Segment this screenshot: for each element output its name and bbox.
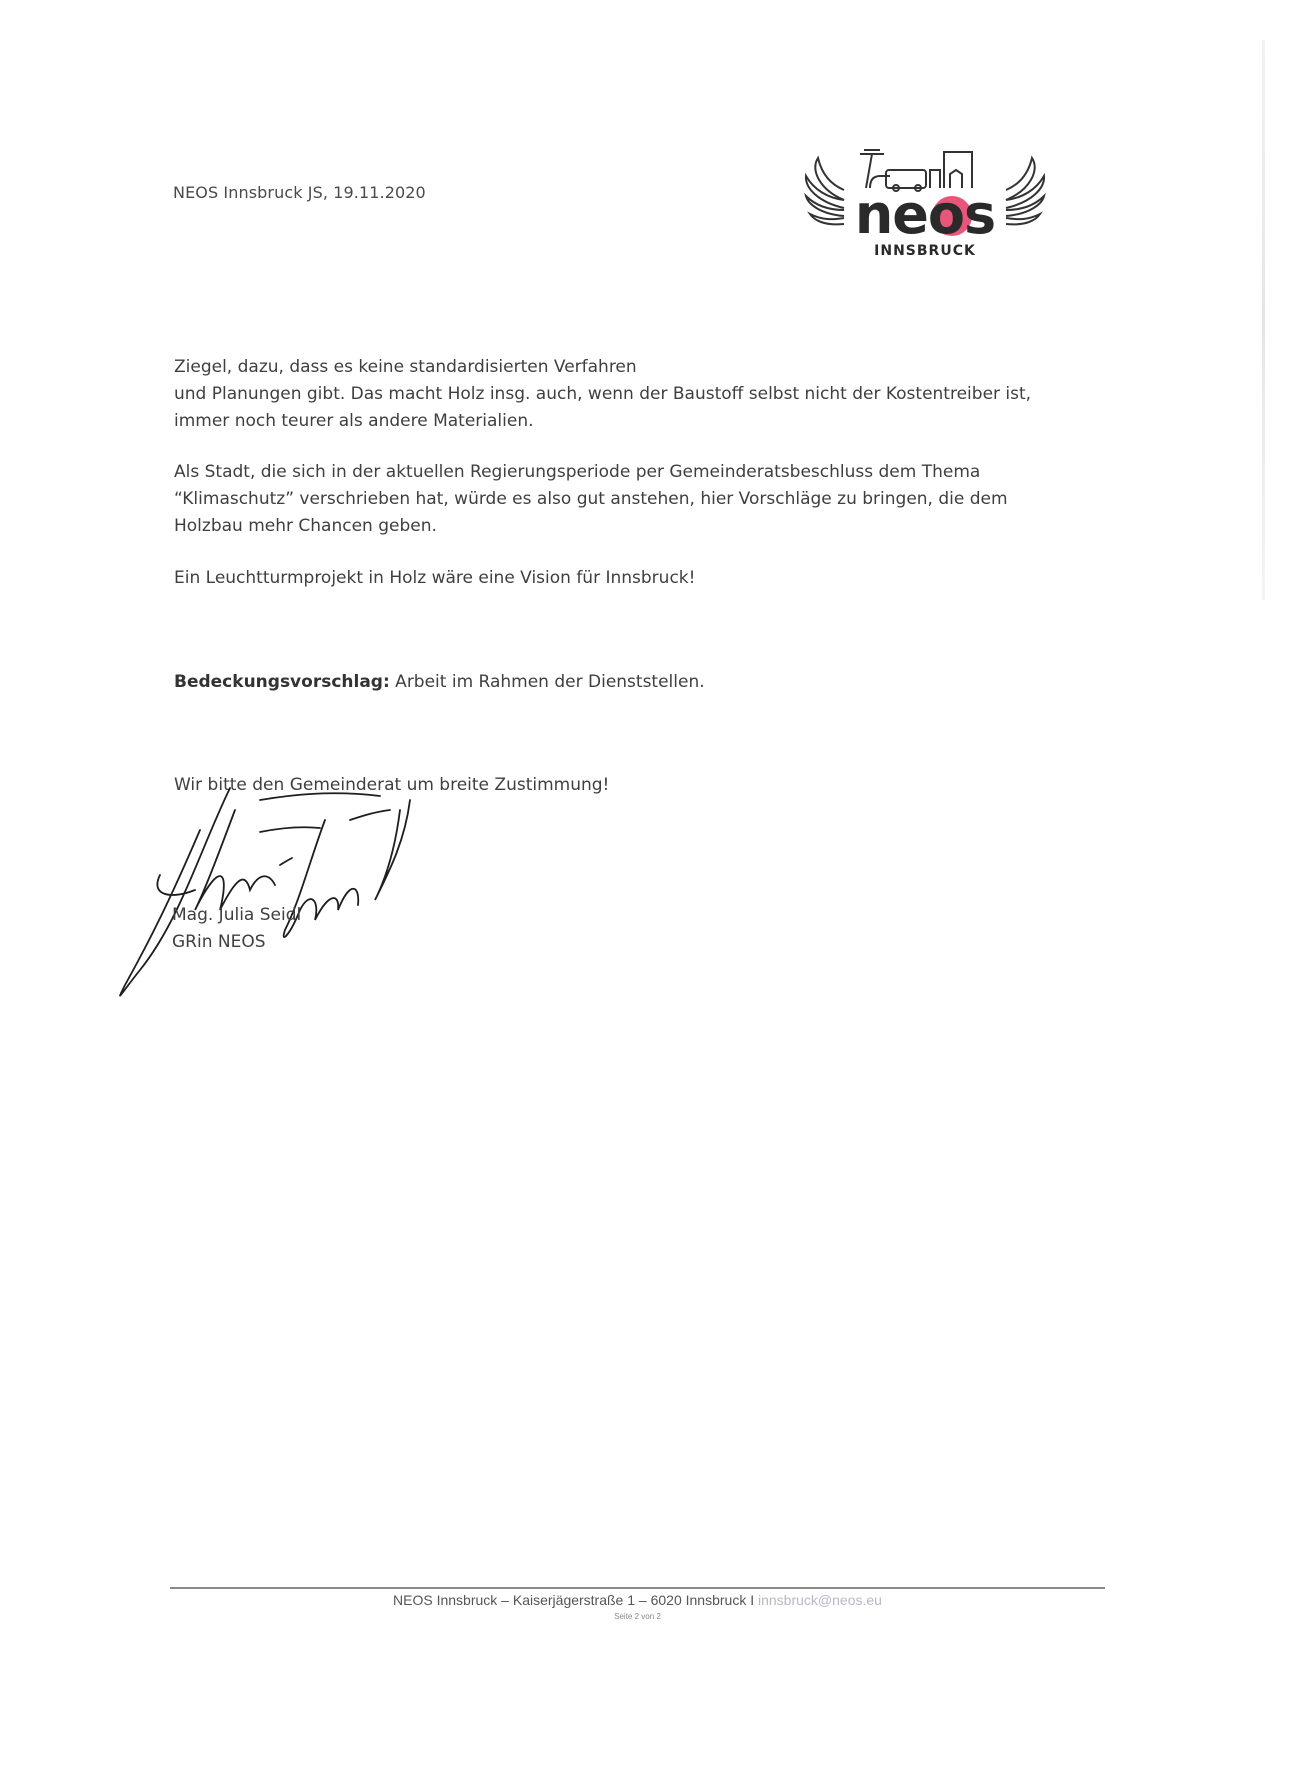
paragraph-2 (174, 459, 1094, 540)
coverage-proposal (174, 669, 1094, 696)
signatory-block (172, 902, 301, 956)
coverage-text: Arbeit im Rahmen der Dienststellen. (389, 672, 705, 692)
logo-wordmark: neos (854, 183, 996, 246)
paragraph-2-line-1: Als Stadt, die sich in der aktuellen Regierungsperiode per Gemeinderatsbeschluss dem Thema (174, 462, 981, 482)
paragraph-3 (174, 565, 1094, 592)
footer-email-link[interactable]: innsbruck@neos.eu (758, 1592, 882, 1608)
paragraph-2-line-3: Holzbau mehr Chancen geben. (174, 516, 437, 536)
paragraph-1 (174, 354, 1094, 435)
coverage-label: Bedeckungsvorschlag: (174, 672, 390, 692)
footer-address-line (170, 1592, 1105, 1608)
paragraph-1-line-3: immer noch teurer als andere Materialien. (174, 411, 534, 431)
paragraph-1-line-2: und Planungen gibt. Das macht Holz insg. auch, wenn der Baustoff selbst nicht der Kostentreiber ist, (174, 384, 1032, 404)
footer-address: NEOS Innsbruck – Kaiserjägerstraße 1 – 6020 Innsbruck I (393, 1592, 758, 1608)
logo-subtitle: INNSBRUCK (874, 243, 976, 259)
signatory-role: GRin NEOS (172, 932, 266, 952)
handwritten-signature-icon (110, 770, 470, 1010)
paragraph-1-line-1: Ziegel, dazu, dass es keine standardisierten Verfahren (174, 357, 637, 377)
scan-edge (1262, 40, 1265, 600)
paragraph-3-text: Ein Leuchtturmprojekt in Holz wäre eine Vision für Innsbruck! (174, 568, 696, 588)
signatory-name: Mag. Julia Seidl (172, 905, 302, 925)
closing-text: Wir bitte den Gemeinderat um breite Zustimmung! (174, 775, 610, 795)
header-date-line: NEOS Innsbruck JS, 19.11.2020 (173, 183, 426, 202)
neos-logo (800, 140, 1050, 265)
footer-page-number: Seite 2 von 2 (614, 1612, 661, 1621)
footer-divider (170, 1587, 1105, 1589)
paragraph-2-line-2: “Klimaschutz” verschrieben hat, würde es also gut anstehen, hier Vorschläge zu bringen, die dem (174, 489, 1008, 509)
